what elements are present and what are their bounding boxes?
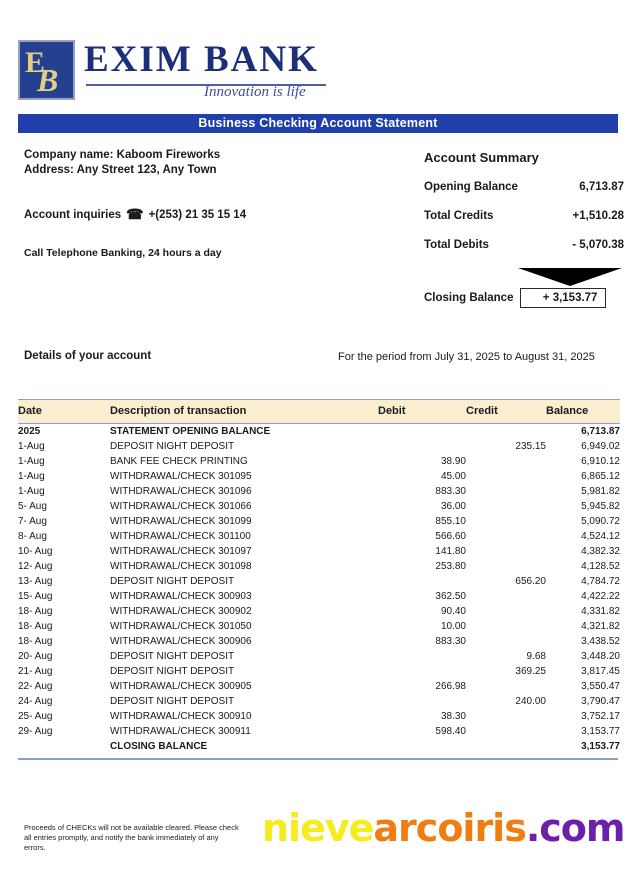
cell-description: WITHDRAWAL/CHECK 300906	[110, 636, 252, 647]
cell-description: WITHDRAWAL/CHECK 301100	[110, 531, 251, 542]
cell-debit: 566.60	[435, 531, 466, 542]
table-row	[18, 664, 620, 679]
telephone-icon: ☎	[126, 206, 144, 222]
cell-credit	[466, 544, 546, 559]
cell-description: DEPOSIT NIGHT DEPOSIT	[110, 666, 235, 677]
cell-balance: 4,321.82	[581, 621, 620, 632]
account-summary	[424, 150, 624, 308]
cell-credit	[466, 454, 546, 469]
cell-balance: 5,945.82	[581, 501, 620, 512]
account-inquiries	[24, 208, 246, 222]
statement-title-band: Business Checking Account Statement	[18, 114, 618, 133]
cell-balance: 6,865.12	[581, 471, 620, 482]
cell-description: WITHDRAWAL/CHECK 300903	[110, 591, 252, 602]
cell-credit: 656.20	[515, 576, 546, 587]
column-header-credit: Credit	[466, 400, 546, 424]
cell-credit	[466, 559, 546, 574]
cell-date: 18- Aug	[18, 606, 53, 617]
table-row	[18, 424, 620, 440]
cell-debit: 141.80	[435, 546, 466, 557]
cell-credit	[466, 739, 546, 754]
cell-date: 25- Aug	[18, 711, 53, 722]
bank-tagline: Innovation is life	[204, 84, 306, 100]
cell-description: DEPOSIT NIGHT DEPOSIT	[110, 441, 235, 452]
cell-balance: 3,790.47	[581, 696, 620, 707]
cell-credit: 240.00	[515, 696, 546, 707]
table-row	[18, 589, 620, 604]
bank-name: EXIM BANK	[84, 39, 319, 80]
table-row	[18, 739, 620, 754]
cell-date: 1-Aug	[18, 486, 45, 497]
column-header-description: Description of transaction	[110, 400, 378, 424]
cell-debit: 90.40	[440, 606, 466, 617]
cell-credit	[466, 469, 546, 484]
watermark	[262, 806, 625, 850]
cell-debit	[378, 694, 466, 709]
footer-disclaimer: Proceeds of CHECKs will not be available cleared. Please check all entries promptly, and notify the bank immediately of any errors.	[24, 823, 239, 852]
cell-credit: 9.68	[526, 651, 546, 662]
cell-balance: 3,448.20	[581, 651, 620, 662]
table-row	[18, 544, 620, 559]
cell-debit: 36.00	[440, 501, 466, 512]
cell-balance: 3,550.47	[581, 681, 620, 692]
cell-balance: 3,153.77	[581, 741, 620, 752]
table-row	[18, 694, 620, 709]
cell-credit	[466, 514, 546, 529]
summary-row-total-credits	[424, 210, 624, 222]
table-row	[18, 514, 620, 529]
cell-balance: 4,382.32	[581, 546, 620, 557]
svg-text:B: B	[37, 62, 59, 98]
table-row	[18, 574, 620, 589]
cell-balance: 4,524.12	[581, 531, 620, 542]
cell-date: 1-Aug	[18, 456, 45, 467]
cell-credit	[466, 709, 546, 724]
cell-credit	[466, 424, 546, 440]
cell-description: BANK FEE CHECK PRINTING	[110, 456, 248, 467]
inquiries-phone-number: +(253) 21 35 15 14	[148, 209, 247, 221]
cell-credit	[466, 484, 546, 499]
column-header-date: Date	[18, 400, 110, 424]
cell-description: WITHDRAWAL/CHECK 300911	[110, 726, 251, 737]
table-header-row	[18, 400, 620, 424]
cell-balance: 6,910.12	[581, 456, 620, 467]
cell-debit	[378, 439, 466, 454]
summary-row-opening-balance	[424, 181, 624, 193]
cell-debit: 883.30	[435, 486, 466, 497]
cell-date: 15- Aug	[18, 591, 53, 602]
cell-date: 7- Aug	[18, 516, 47, 527]
table-row	[18, 484, 620, 499]
cell-credit	[466, 679, 546, 694]
transaction-table-wrapper	[18, 399, 618, 760]
cell-description: WITHDRAWAL/CHECK 301095	[110, 471, 252, 482]
cell-date: 22- Aug	[18, 681, 53, 692]
statement-period: For the period from July 31, 2025 to August 31, 2025	[338, 351, 595, 363]
table-row	[18, 499, 620, 514]
table-row	[18, 619, 620, 634]
cell-balance: 3,153.77	[581, 726, 620, 737]
cell-credit	[466, 634, 546, 649]
cell-date: 18- Aug	[18, 621, 53, 632]
summary-arrow	[424, 268, 624, 286]
cell-date: 13- Aug	[18, 576, 53, 587]
watermark-part-1: nieve	[262, 806, 374, 850]
cell-credit: 369.25	[515, 666, 546, 677]
table-row	[18, 634, 620, 649]
cell-date: 8- Aug	[18, 531, 47, 542]
table-row	[18, 709, 620, 724]
cell-debit: 883.30	[435, 636, 466, 647]
cell-credit	[466, 589, 546, 604]
cell-debit	[378, 574, 466, 589]
cell-description: DEPOSIT NIGHT DEPOSIT	[110, 651, 235, 662]
cell-date: 2025	[18, 426, 41, 437]
watermark-part-2: arcoiris	[373, 806, 526, 850]
cell-description: WITHDRAWAL/CHECK 300902	[110, 606, 252, 617]
cell-debit: 38.90	[440, 456, 466, 467]
cell-debit	[378, 664, 466, 679]
summary-label: Total Credits	[424, 210, 494, 222]
masthead	[18, 38, 618, 106]
cell-description: CLOSING BALANCE	[110, 741, 208, 752]
cell-balance: 4,128.52	[581, 561, 620, 572]
cell-debit	[378, 739, 466, 754]
table-row	[18, 454, 620, 469]
transaction-table-header	[18, 400, 620, 424]
cell-balance: 5,090.72	[581, 516, 620, 527]
cell-credit: 235.15	[515, 441, 546, 452]
cell-balance: 3,438.52	[581, 636, 620, 647]
cell-balance: 4,784.72	[581, 576, 620, 587]
cell-date: 18- Aug	[18, 636, 53, 647]
summary-value: 6,713.87	[579, 181, 624, 193]
cell-description: WITHDRAWAL/CHECK 300905	[110, 681, 252, 692]
cell-debit: 266.98	[435, 681, 466, 692]
customer-details	[24, 148, 220, 177]
cell-date: 10- Aug	[18, 546, 53, 557]
cell-description: WITHDRAWAL/CHECK 301066	[110, 501, 252, 512]
cell-description: DEPOSIT NIGHT DEPOSIT	[110, 576, 235, 587]
summary-row-total-debits	[424, 239, 624, 251]
cell-debit	[378, 424, 466, 440]
exim-bank-logo-icon	[18, 40, 75, 100]
cell-description: WITHDRAWAL/CHECK 301098	[110, 561, 252, 572]
cell-balance: 5,981.82	[581, 486, 620, 497]
cell-description: WITHDRAWAL/CHECK 301096	[110, 486, 252, 497]
cell-date	[18, 739, 110, 754]
cell-debit	[378, 649, 466, 664]
closing-balance-value: + 3,153.77	[520, 288, 606, 308]
cell-balance: 6,949.02	[581, 441, 620, 452]
table-row	[18, 529, 620, 544]
table-row	[18, 649, 620, 664]
table-bottom-rule	[18, 758, 618, 760]
cell-date: 12- Aug	[18, 561, 53, 572]
address-line: Address: Any Street 123, Any Town	[24, 163, 217, 176]
cell-description: WITHDRAWAL/CHECK 301097	[110, 546, 252, 557]
cell-debit: 855.10	[435, 516, 466, 527]
table-row	[18, 559, 620, 574]
cell-credit	[466, 619, 546, 634]
summary-row-closing-balance	[424, 288, 624, 308]
table-row	[18, 724, 620, 739]
cell-balance: 3,817.45	[581, 666, 620, 677]
cell-debit: 38.30	[440, 711, 466, 722]
cell-balance: 6,713.87	[581, 426, 620, 437]
cell-description: STATEMENT OPENING BALANCE	[110, 426, 271, 437]
cell-credit	[466, 499, 546, 514]
cell-debit: 362.50	[435, 591, 466, 602]
cell-debit: 253.80	[435, 561, 466, 572]
cell-date: 21- Aug	[18, 666, 53, 677]
cell-description: WITHDRAWAL/CHECK 301050	[110, 621, 252, 632]
cell-debit: 598.40	[435, 726, 466, 737]
cell-debit: 45.00	[440, 471, 466, 482]
table-row	[18, 604, 620, 619]
cell-description: WITHDRAWAL/CHECK 301099	[110, 516, 252, 527]
cell-debit: 10.00	[440, 621, 466, 632]
account-summary-title: Account Summary	[424, 150, 539, 165]
cell-date: 5- Aug	[18, 501, 47, 512]
table-row	[18, 439, 620, 454]
cell-credit	[466, 604, 546, 619]
cell-description: DEPOSIT NIGHT DEPOSIT	[110, 696, 235, 707]
company-name-line: Company name: Kaboom Fireworks	[24, 149, 221, 161]
watermark-part-3: .com	[525, 806, 625, 850]
details-of-account-label: Details of your account	[24, 350, 152, 362]
summary-label: Opening Balance	[424, 181, 518, 193]
cell-balance: 4,422.22	[581, 591, 620, 602]
cell-balance: 4,331.82	[581, 606, 620, 617]
cell-balance: 3,752.17	[581, 711, 620, 722]
column-header-balance: Balance	[546, 400, 620, 424]
transaction-table-body	[18, 424, 620, 755]
cell-description: WITHDRAWAL/CHECK 300910	[110, 711, 252, 722]
table-row	[18, 469, 620, 484]
cell-credit	[466, 724, 546, 739]
telephone-banking-note: Call Telephone Banking, 24 hours a day	[24, 247, 222, 259]
table-row	[18, 679, 620, 694]
summary-label: Total Debits	[424, 239, 489, 251]
closing-balance-label: Closing Balance	[424, 292, 514, 304]
account-inquiries-label: Account inquiries	[24, 209, 122, 221]
cell-date: 24- Aug	[18, 696, 53, 707]
cell-date: 1-Aug	[18, 471, 45, 482]
down-arrow-icon	[518, 268, 622, 286]
svg-text:E: E	[25, 46, 46, 79]
cell-date: 1-Aug	[18, 441, 45, 452]
column-header-debit: Debit	[378, 400, 466, 424]
transaction-table	[18, 399, 620, 754]
cell-date: 20- Aug	[18, 651, 53, 662]
cell-date: 29- Aug	[18, 726, 53, 737]
summary-value: - 5,070.38	[572, 239, 624, 251]
summary-value: +1,510.28	[572, 210, 624, 222]
cell-credit	[466, 529, 546, 544]
